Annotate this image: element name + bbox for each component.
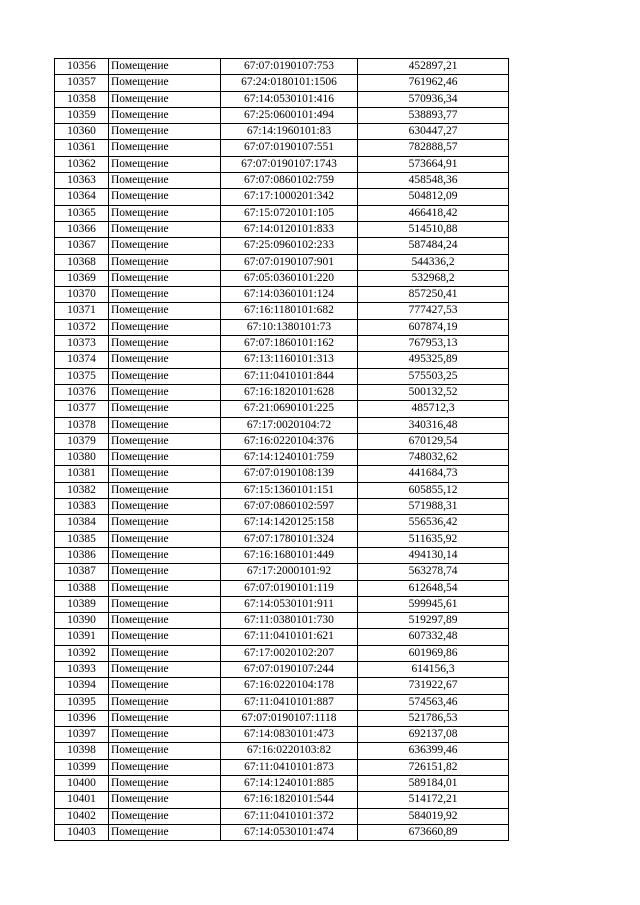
object-type-cell: Помещение [109,596,221,612]
object-type-cell: Помещение [109,254,221,270]
cadastral-value-cell: 731922,67 [358,678,509,694]
cadastral-number-cell: 67:16:0220103:82 [221,743,358,759]
cadastral-value-cell: 607332,48 [358,629,509,645]
table-row [55,59,509,75]
cadastral-number-cell: 67:14:1240101:759 [221,450,358,466]
row-number-cell: 10382 [55,482,109,498]
cadastral-value-cell: 511635,92 [358,531,509,547]
object-type-cell: Помещение [109,759,221,775]
table-row [55,140,509,156]
cadastral-value-cell: 607874,19 [358,319,509,335]
cadastral-value-cell: 495325,89 [358,352,509,368]
table-row [55,450,509,466]
table-row [55,792,509,808]
document-page [54,58,509,841]
object-type-cell: Помещение [109,710,221,726]
table-row [55,547,509,563]
object-type-cell: Помещение [109,173,221,189]
cadastral-number-cell: 67:25:0960102:233 [221,238,358,254]
table-row [55,319,509,335]
cadastral-value-cell: 767953,13 [358,336,509,352]
cadastral-number-cell: 67:14:0530101:416 [221,91,358,107]
cadastral-value-cell: 612648,54 [358,580,509,596]
table-row [55,613,509,629]
cadastral-number-cell: 67:14:0120101:833 [221,221,358,237]
row-number-cell: 10383 [55,499,109,515]
object-type-cell: Помещение [109,189,221,205]
table-row [55,384,509,400]
cadastral-value-cell: 441684,73 [358,466,509,482]
row-number-cell: 10372 [55,319,109,335]
cadastral-number-cell: 67:07:0860102:597 [221,499,358,515]
cadastral-number-cell: 67:16:1820101:544 [221,792,358,808]
row-number-cell: 10358 [55,91,109,107]
row-number-cell: 10362 [55,156,109,172]
cadastral-value-cell: 556536,42 [358,515,509,531]
cadastral-value-cell: 514172,21 [358,792,509,808]
cadastral-number-cell: 67:14:0530101:474 [221,824,358,840]
cadastral-number-cell: 67:25:0600101:494 [221,107,358,123]
cadastral-number-cell: 67:07:0190101:119 [221,580,358,596]
table-row [55,75,509,91]
cadastral-number-cell: 67:14:0830101:473 [221,727,358,743]
cadastral-value-cell: 605855,12 [358,482,509,498]
cadastral-number-cell: 67:17:1000201:342 [221,189,358,205]
object-type-cell: Помещение [109,450,221,466]
row-number-cell: 10390 [55,613,109,629]
cadastral-number-cell: 67:05:0360101:220 [221,270,358,286]
cadastral-value-cell: 614156,3 [358,661,509,677]
object-type-cell: Помещение [109,466,221,482]
object-type-cell: Помещение [109,824,221,840]
cadastral-number-cell: 67:07:0190107:753 [221,59,358,75]
cadastral-number-cell: 67:14:1960101:83 [221,124,358,140]
object-type-cell: Помещение [109,205,221,221]
cadastral-number-cell: 67:11:0380101:730 [221,613,358,629]
table-row [55,678,509,694]
table-row [55,808,509,824]
cadastral-number-cell: 67:07:0190107:901 [221,254,358,270]
table-row [55,629,509,645]
table-row [55,433,509,449]
cadastral-number-cell: 67:16:1820101:628 [221,384,358,400]
table-row [55,645,509,661]
cadastral-value-table [54,58,509,841]
row-number-cell: 10376 [55,384,109,400]
cadastral-value-cell: 519297,89 [358,613,509,629]
row-number-cell: 10384 [55,515,109,531]
cadastral-value-cell: 599945,61 [358,596,509,612]
table-row [55,776,509,792]
cadastral-value-cell: 589184,01 [358,776,509,792]
row-number-cell: 10391 [55,629,109,645]
cadastral-number-cell: 67:07:0190107:1743 [221,156,358,172]
object-type-cell: Помещение [109,75,221,91]
row-number-cell: 10389 [55,596,109,612]
table-row [55,824,509,840]
table-row [55,189,509,205]
table-row [55,515,509,531]
row-number-cell: 10392 [55,645,109,661]
cadastral-value-cell: 570936,34 [358,91,509,107]
table-row [55,727,509,743]
object-type-cell: Помещение [109,59,221,75]
table-row [55,124,509,140]
cadastral-value-cell: 601969,86 [358,645,509,661]
cadastral-value-cell: 584019,92 [358,808,509,824]
object-type-cell: Помещение [109,352,221,368]
cadastral-number-cell: 67:11:0410101:887 [221,694,358,710]
object-type-cell: Помещение [109,727,221,743]
table-row [55,238,509,254]
row-number-cell: 10369 [55,270,109,286]
table-row [55,368,509,384]
cadastral-value-cell: 726151,82 [358,759,509,775]
cadastral-value-cell: 504812,09 [358,189,509,205]
row-number-cell: 10360 [55,124,109,140]
table-row [55,221,509,237]
object-type-cell: Помещение [109,417,221,433]
row-number-cell: 10393 [55,661,109,677]
object-type-cell: Помещение [109,678,221,694]
table-row [55,270,509,286]
cadastral-value-cell: 458548,36 [358,173,509,189]
object-type-cell: Помещение [109,368,221,384]
cadastral-value-cell: 574563,46 [358,694,509,710]
object-type-cell: Помещение [109,336,221,352]
object-type-cell: Помещение [109,564,221,580]
object-type-cell: Помещение [109,270,221,286]
cadastral-number-cell: 67:11:0410101:844 [221,368,358,384]
table-row [55,352,509,368]
object-type-cell: Помещение [109,221,221,237]
cadastral-value-cell: 571988,31 [358,499,509,515]
cadastral-number-cell: 67:14:0360101:124 [221,287,358,303]
cadastral-value-cell: 340316,48 [358,417,509,433]
row-number-cell: 10370 [55,287,109,303]
cadastral-number-cell: 67:16:0220104:178 [221,678,358,694]
row-number-cell: 10400 [55,776,109,792]
cadastral-number-cell: 67:07:0190107:551 [221,140,358,156]
cadastral-value-cell: 673660,89 [358,824,509,840]
object-type-cell: Помещение [109,694,221,710]
row-number-cell: 10401 [55,792,109,808]
row-number-cell: 10365 [55,205,109,221]
cadastral-number-cell: 67:14:1240101:885 [221,776,358,792]
cadastral-value-cell: 563278,74 [358,564,509,580]
row-number-cell: 10367 [55,238,109,254]
table-row [55,710,509,726]
row-number-cell: 10356 [55,59,109,75]
cadastral-number-cell: 67:07:1860101:162 [221,336,358,352]
table-row [55,254,509,270]
row-number-cell: 10371 [55,303,109,319]
cadastral-value-cell: 544336,2 [358,254,509,270]
cadastral-number-cell: 67:07:0190108:139 [221,466,358,482]
cadastral-value-cell: 630447,27 [358,124,509,140]
row-number-cell: 10374 [55,352,109,368]
object-type-cell: Помещение [109,580,221,596]
table-row [55,303,509,319]
row-number-cell: 10388 [55,580,109,596]
object-type-cell: Помещение [109,776,221,792]
row-number-cell: 10373 [55,336,109,352]
cadastral-value-cell: 573664,91 [358,156,509,172]
table-row [55,173,509,189]
object-type-cell: Помещение [109,303,221,319]
cadastral-value-cell: 452897,21 [358,59,509,75]
object-type-cell: Помещение [109,499,221,515]
cadastral-value-cell: 636399,46 [358,743,509,759]
table-row [55,580,509,596]
row-number-cell: 10379 [55,433,109,449]
object-type-cell: Помещение [109,401,221,417]
table-body [55,59,509,841]
cadastral-value-cell: 500132,52 [358,384,509,400]
cadastral-value-cell: 485712,3 [358,401,509,417]
object-type-cell: Помещение [109,91,221,107]
row-number-cell: 10368 [55,254,109,270]
object-type-cell: Помещение [109,743,221,759]
table-row [55,107,509,123]
table-row [55,466,509,482]
cadastral-number-cell: 67:15:0720101:105 [221,205,358,221]
cadastral-number-cell: 67:16:1680101:449 [221,547,358,563]
object-type-cell: Помещение [109,384,221,400]
row-number-cell: 10378 [55,417,109,433]
row-number-cell: 10394 [55,678,109,694]
table-row [55,564,509,580]
table-row [55,401,509,417]
table-row [55,499,509,515]
cadastral-number-cell: 67:11:0410101:372 [221,808,358,824]
cadastral-value-cell: 514510,88 [358,221,509,237]
cadastral-value-cell: 782888,57 [358,140,509,156]
cadastral-number-cell: 67:24:0180101:1506 [221,75,358,91]
object-type-cell: Помещение [109,629,221,645]
row-number-cell: 10366 [55,221,109,237]
cadastral-value-cell: 538893,77 [358,107,509,123]
cadastral-number-cell: 67:15:1360101:151 [221,482,358,498]
row-number-cell: 10377 [55,401,109,417]
row-number-cell: 10357 [55,75,109,91]
row-number-cell: 10395 [55,694,109,710]
cadastral-value-cell: 857250,41 [358,287,509,303]
cadastral-number-cell: 67:14:1420125:158 [221,515,358,531]
row-number-cell: 10386 [55,547,109,563]
cadastral-number-cell: 67:07:0190107:1118 [221,710,358,726]
table-row [55,531,509,547]
cadastral-number-cell: 67:11:0410101:873 [221,759,358,775]
table-row [55,661,509,677]
cadastral-value-cell: 575503,25 [358,368,509,384]
cadastral-number-cell: 67:07:0190107:244 [221,661,358,677]
row-number-cell: 10361 [55,140,109,156]
cadastral-number-cell: 67:17:0020102:207 [221,645,358,661]
row-number-cell: 10398 [55,743,109,759]
cadastral-number-cell: 67:21:0690101:225 [221,401,358,417]
row-number-cell: 10381 [55,466,109,482]
row-number-cell: 10403 [55,824,109,840]
object-type-cell: Помещение [109,515,221,531]
row-number-cell: 10385 [55,531,109,547]
cadastral-number-cell: 67:14:0530101:911 [221,596,358,612]
cadastral-value-cell: 587484,24 [358,238,509,254]
row-number-cell: 10399 [55,759,109,775]
object-type-cell: Помещение [109,124,221,140]
cadastral-number-cell: 67:07:1780101:324 [221,531,358,547]
table-row [55,596,509,612]
object-type-cell: Помещение [109,287,221,303]
object-type-cell: Помещение [109,107,221,123]
cadastral-value-cell: 692137,08 [358,727,509,743]
object-type-cell: Помещение [109,613,221,629]
cadastral-value-cell: 761962,46 [358,75,509,91]
cadastral-value-cell: 670129,54 [358,433,509,449]
row-number-cell: 10402 [55,808,109,824]
object-type-cell: Помещение [109,645,221,661]
cadastral-number-cell: 67:13:1160101:313 [221,352,358,368]
row-number-cell: 10387 [55,564,109,580]
row-number-cell: 10364 [55,189,109,205]
object-type-cell: Помещение [109,531,221,547]
cadastral-value-cell: 494130,14 [358,547,509,563]
row-number-cell: 10396 [55,710,109,726]
cadastral-number-cell: 67:11:0410101:621 [221,629,358,645]
cadastral-number-cell: 67:10:1380101:73 [221,319,358,335]
cadastral-number-cell: 67:17:2000101:92 [221,564,358,580]
table-row [55,759,509,775]
object-type-cell: Помещение [109,547,221,563]
cadastral-value-cell: 532968,2 [358,270,509,286]
table-row [55,205,509,221]
cadastral-number-cell: 67:17:0020104:72 [221,417,358,433]
cadastral-value-cell: 521786,53 [358,710,509,726]
cadastral-number-cell: 67:16:0220104:376 [221,433,358,449]
table-row [55,694,509,710]
table-row [55,743,509,759]
row-number-cell: 10359 [55,107,109,123]
object-type-cell: Помещение [109,482,221,498]
table-row [55,287,509,303]
object-type-cell: Помещение [109,140,221,156]
row-number-cell: 10375 [55,368,109,384]
object-type-cell: Помещение [109,319,221,335]
cadastral-number-cell: 67:16:1180101:682 [221,303,358,319]
cadastral-value-cell: 466418,42 [358,205,509,221]
row-number-cell: 10363 [55,173,109,189]
object-type-cell: Помещение [109,433,221,449]
table-row [55,417,509,433]
object-type-cell: Помещение [109,238,221,254]
table-row [55,91,509,107]
object-type-cell: Помещение [109,661,221,677]
cadastral-number-cell: 67:07:0860102:759 [221,173,358,189]
object-type-cell: Помещение [109,792,221,808]
table-row [55,482,509,498]
row-number-cell: 10380 [55,450,109,466]
cadastral-value-cell: 777427,53 [358,303,509,319]
row-number-cell: 10397 [55,727,109,743]
object-type-cell: Помещение [109,808,221,824]
object-type-cell: Помещение [109,156,221,172]
cadastral-value-cell: 748032,62 [358,450,509,466]
table-row [55,336,509,352]
table-row [55,156,509,172]
